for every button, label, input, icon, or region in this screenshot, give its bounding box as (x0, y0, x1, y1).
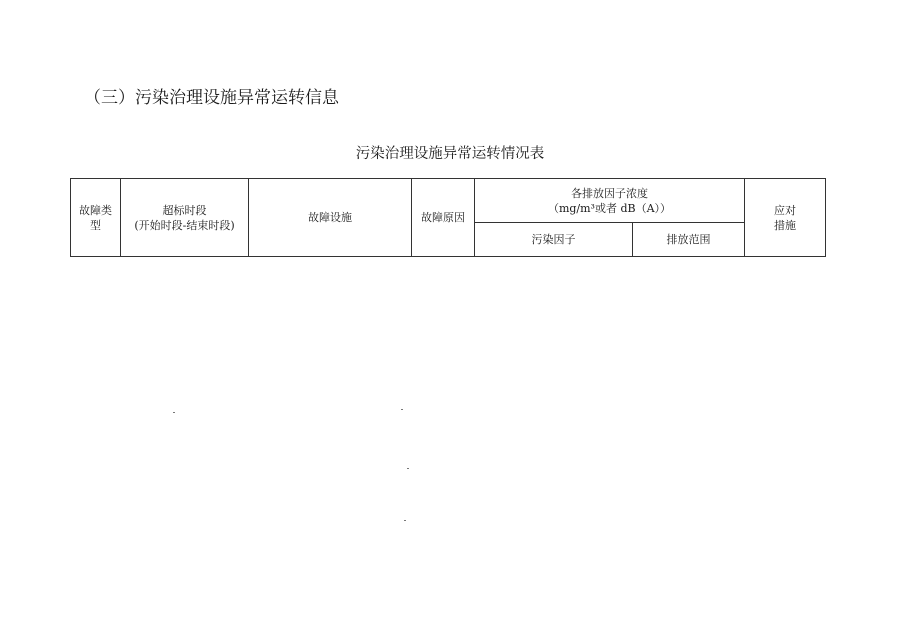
scan-speck (401, 409, 403, 410)
scan-speck (407, 468, 409, 469)
col-header-emission-range: 排放范围 (633, 223, 745, 257)
col-header-response-measures: 应对 措施 (745, 179, 826, 257)
header-row-primary (71, 179, 826, 223)
fault-table (70, 178, 826, 257)
col-header-fault-facility: 故障设施 (249, 179, 412, 257)
col-header-emission-concentration: 各排放因子浓度 （mg/m³或者 dB（A）） (475, 179, 745, 223)
col-header-fault-type: 故障类 型 (71, 179, 121, 257)
scan-speck (404, 520, 406, 521)
col-header-fault-cause: 故障原因 (412, 179, 475, 257)
table-title: 污染治理设施异常运转情况表 (355, 146, 545, 162)
col-header-pollutant-factor: 污染因子 (475, 223, 633, 257)
scan-speck (173, 412, 175, 413)
col-header-over-limit-period: 超标时段 (开始时段-结束时段) (121, 179, 249, 257)
section-heading: （三）污染治理设施异常运转信息 (84, 88, 339, 108)
